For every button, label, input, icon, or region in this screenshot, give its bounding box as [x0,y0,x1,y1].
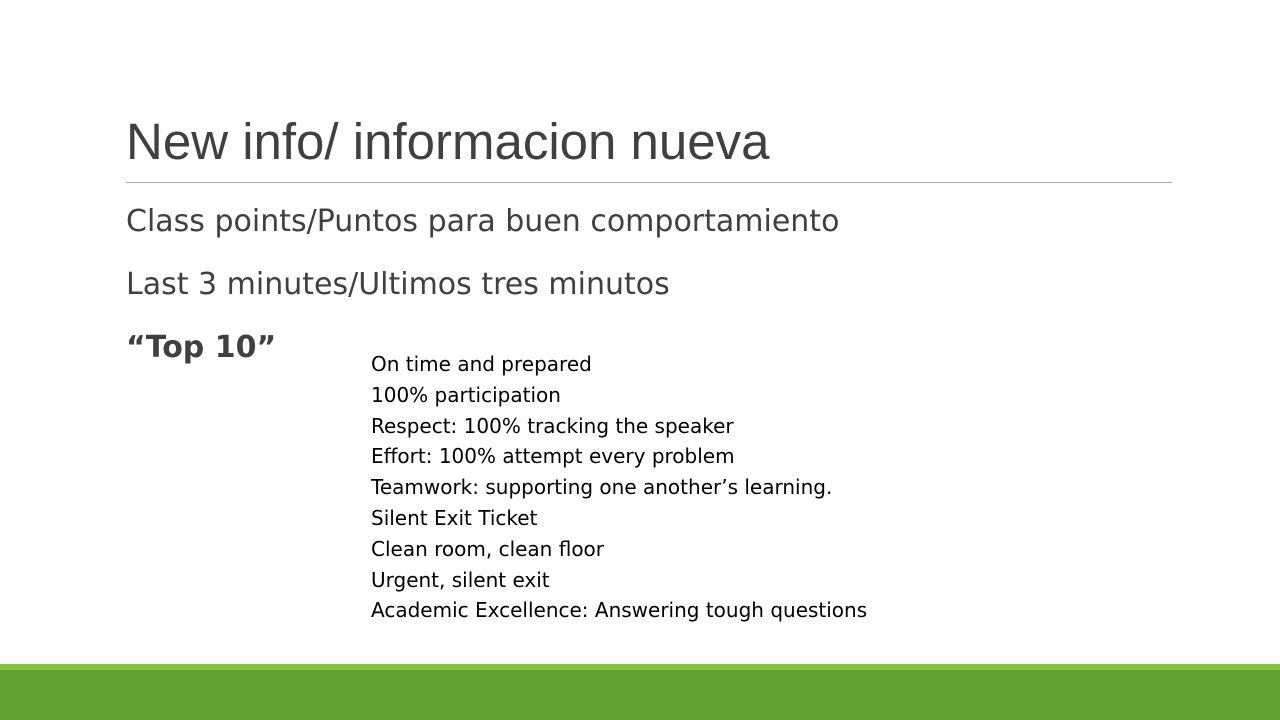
top-10-list [371,349,867,626]
list-item: Clean room, clean floor [371,536,605,561]
title-divider [126,182,1172,183]
bullet-last-3-minutes: Last 3 minutes/Ultimos tres minutos [126,267,670,302]
list-item: Teamwork: supporting one another’s learning. [371,475,833,500]
slide-title: New info/ informacion nueva [126,113,770,170]
bullet-class-points: Class points/Puntos para buen comportamiento [126,204,840,239]
footer-band-fill [0,670,1280,720]
list-item: Effort: 100% attempt every problem [371,444,735,469]
list-item: Academic Excellence: Answering tough questions [371,598,868,623]
list-item: Silent Exit Ticket [371,505,538,530]
footer-band [0,664,1280,720]
list-item: 100% participation [371,382,561,407]
list-item: Urgent, silent exit [371,567,550,592]
list-item: On time and prepared [371,352,592,376]
bullet-top-10: “Top 10” [126,330,277,365]
list-item: Respect: 100% tracking the speaker [371,413,734,438]
